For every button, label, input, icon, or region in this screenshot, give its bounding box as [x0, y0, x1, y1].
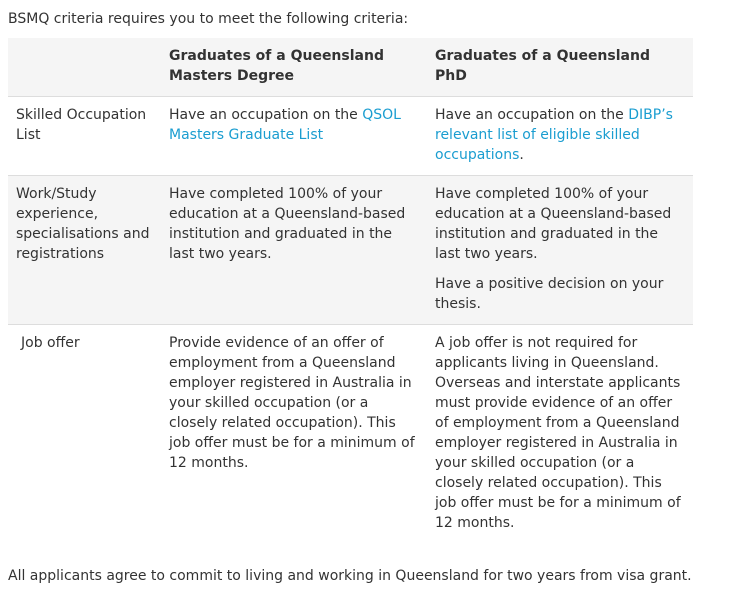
header-phd: Graduates of a Queensland PhD [435, 48, 650, 84]
cell-job-phd: A job offer is not required for applicants living in Queensland. Overseas and interstate applicants must provide evidence of an offer of employment from a Queensland employer registered in Australia in your skilled occupation (or a closely related occupation). This job offer must be for a minimum of 12 months. [427, 325, 693, 544]
cell-paragraph: Have completed 100% of your education at a Queensland-based institution and graduated in the last two years. [435, 186, 672, 262]
cell-skilled-masters [161, 97, 427, 176]
criteria-table [8, 38, 693, 543]
intro-text: BSMQ criteria requires you to meet the following criteria: [8, 11, 409, 27]
row-label-work-study: Work/Study experience, specialisations and registrations [8, 176, 161, 325]
table-row-work-study [8, 176, 693, 325]
table-row-skilled-occupation [8, 97, 693, 176]
row-label-skilled: Skilled Occupation List [8, 97, 161, 176]
table-header-row [8, 38, 693, 97]
cell-work-masters: Have completed 100% of your education at a Queensland-based institution and graduated in the last two years. [161, 176, 427, 325]
cell-job-masters: Provide evidence of an offer of employment from a Queensland employer registered in Australia in your skilled occupation (or a closely related occupation). This job offer must be for a minimum of 12 months. [161, 325, 427, 544]
header-empty-cell [8, 38, 161, 97]
cell-paragraph: Have a positive decision on your thesis. [435, 276, 664, 312]
row-label-job-offer: Job offer [8, 325, 161, 544]
cell-text: Have an occupation on the [435, 107, 629, 123]
cell-text: Have an occupation on the [169, 107, 363, 123]
table-row-job-offer [8, 325, 693, 544]
header-masters: Graduates of a Queensland Masters Degree [169, 48, 384, 84]
cell-text-suffix: . [519, 147, 524, 163]
qsol-masters-graduate-list-link[interactable]: QSOL Masters Graduate List [169, 107, 401, 143]
cell-work-phd [427, 176, 693, 325]
dibp-skilled-occupations-link[interactable]: DIBP’s relevant list of eligible skilled occupations [435, 107, 673, 163]
footer-text: All applicants agree to commit to living and working in Queensland for two years from visa grant. [8, 568, 692, 584]
cell-skilled-phd [427, 97, 693, 176]
